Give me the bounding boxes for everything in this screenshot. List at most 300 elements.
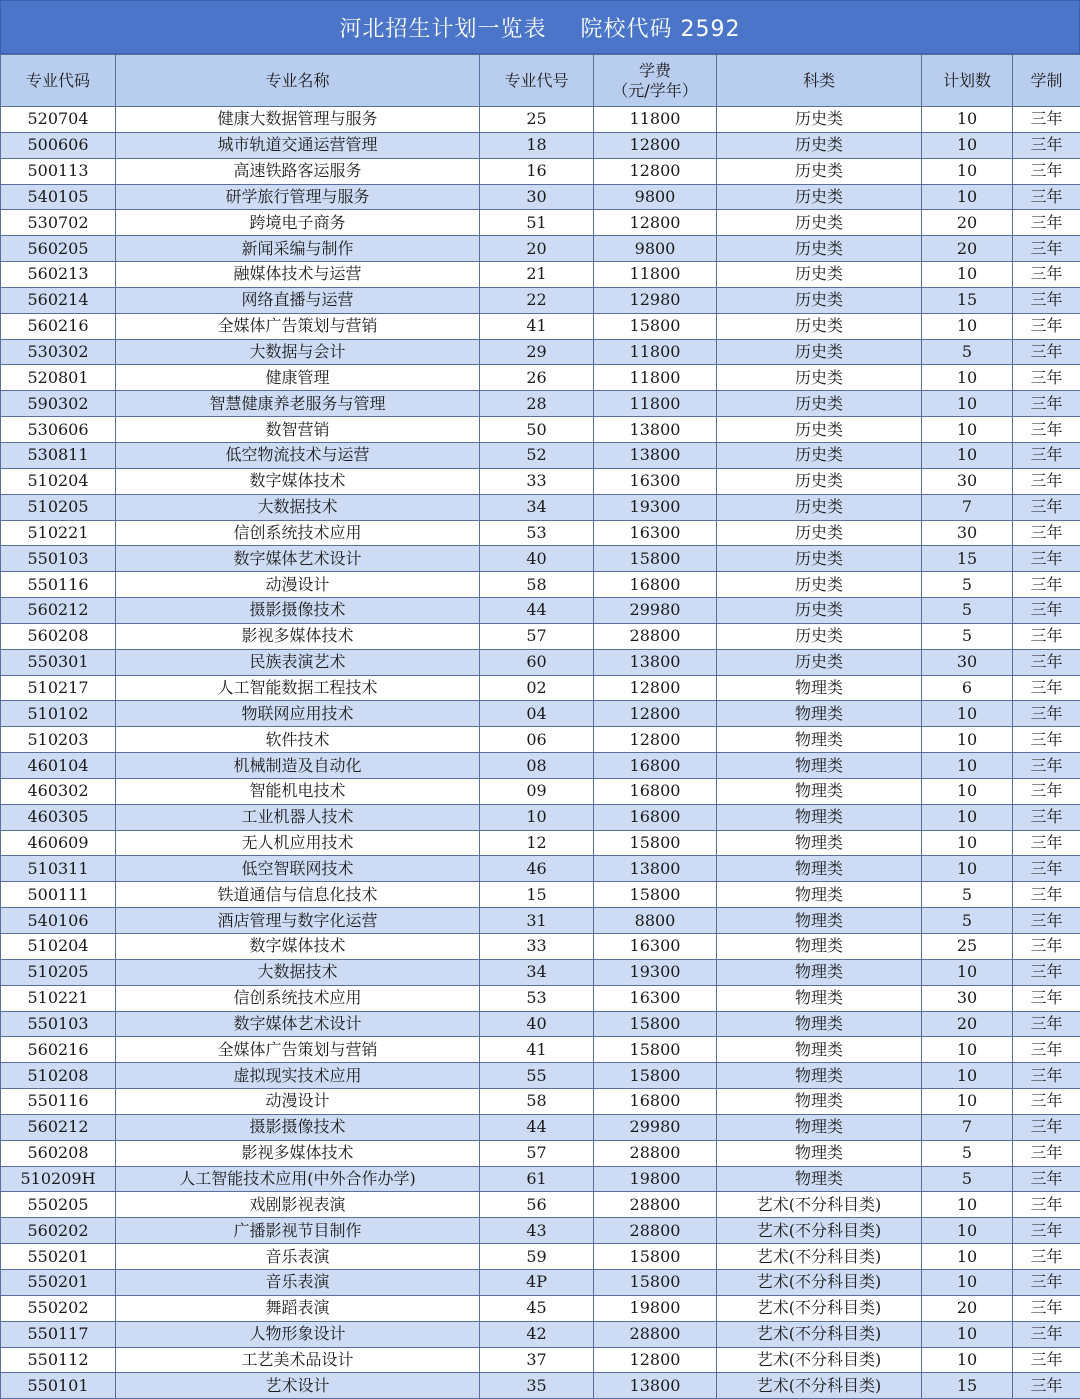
cell-major-number: 30 xyxy=(480,184,594,210)
cell-duration: 三年 xyxy=(1013,985,1080,1011)
header-category: 科类 xyxy=(717,55,922,107)
cell-major-name: 艺术设计 xyxy=(116,1373,480,1399)
cell-plan-count: 30 xyxy=(922,985,1013,1011)
cell-duration: 三年 xyxy=(1013,1011,1080,1037)
table-row xyxy=(1,623,1080,649)
cell-category: 历史类 xyxy=(717,158,922,184)
cell-major-number: 59 xyxy=(480,1244,594,1270)
cell-major-code: 510204 xyxy=(1,934,116,960)
cell-major-number: 43 xyxy=(480,1218,594,1244)
cell-major-name: 机械制造及自动化 xyxy=(116,753,480,779)
cell-major-number: 25 xyxy=(480,107,594,133)
cell-tuition: 12800 xyxy=(594,1347,717,1373)
cell-tuition: 16300 xyxy=(594,520,717,546)
cell-plan-count: 7 xyxy=(922,494,1013,520)
cell-major-code: 550202 xyxy=(1,1295,116,1321)
cell-duration: 三年 xyxy=(1013,468,1080,494)
cell-major-number: 40 xyxy=(480,1011,594,1037)
cell-plan-count: 10 xyxy=(922,701,1013,727)
cell-major-code: 560205 xyxy=(1,236,116,262)
cell-plan-count: 20 xyxy=(922,1295,1013,1321)
cell-major-number: 53 xyxy=(480,520,594,546)
cell-category: 艺术(不分科目类) xyxy=(717,1192,922,1218)
table-header xyxy=(1,55,1080,107)
cell-category: 物理类 xyxy=(717,830,922,856)
cell-major-number: 44 xyxy=(480,598,594,624)
cell-category: 物理类 xyxy=(717,959,922,985)
cell-major-code: 510221 xyxy=(1,520,116,546)
cell-major-number: 60 xyxy=(480,649,594,675)
cell-category: 历史类 xyxy=(717,287,922,313)
cell-duration: 三年 xyxy=(1013,132,1080,158)
table-row xyxy=(1,1114,1080,1140)
cell-plan-count: 10 xyxy=(922,365,1013,391)
table-row xyxy=(1,572,1080,598)
table-row xyxy=(1,494,1080,520)
cell-category: 历史类 xyxy=(717,417,922,443)
cell-plan-count: 20 xyxy=(922,236,1013,262)
cell-tuition: 15800 xyxy=(594,882,717,908)
cell-plan-count: 10 xyxy=(922,391,1013,417)
cell-major-name: 低空物流技术与运营 xyxy=(116,442,480,468)
cell-tuition: 28800 xyxy=(594,1192,717,1218)
cell-tuition: 16800 xyxy=(594,753,717,779)
cell-major-number: 34 xyxy=(480,494,594,520)
cell-major-code: 550103 xyxy=(1,546,116,572)
cell-duration: 三年 xyxy=(1013,882,1080,908)
cell-category: 历史类 xyxy=(717,132,922,158)
table-row xyxy=(1,132,1080,158)
cell-major-number: 21 xyxy=(480,262,594,288)
cell-major-number: 28 xyxy=(480,391,594,417)
header-duration: 学制 xyxy=(1013,55,1080,107)
cell-plan-count: 5 xyxy=(922,623,1013,649)
cell-major-name: 数字媒体技术 xyxy=(116,468,480,494)
cell-major-name: 大数据技术 xyxy=(116,959,480,985)
cell-tuition: 28800 xyxy=(594,1140,717,1166)
cell-tuition: 11800 xyxy=(594,107,717,133)
cell-major-number: 42 xyxy=(480,1321,594,1347)
cell-major-number: 55 xyxy=(480,1063,594,1089)
cell-category: 物理类 xyxy=(717,908,922,934)
cell-plan-count: 10 xyxy=(922,158,1013,184)
cell-major-number: 31 xyxy=(480,908,594,934)
cell-duration: 三年 xyxy=(1013,1192,1080,1218)
cell-tuition: 11800 xyxy=(594,391,717,417)
cell-plan-count: 10 xyxy=(922,417,1013,443)
cell-major-name: 工艺美术品设计 xyxy=(116,1347,480,1373)
cell-duration: 三年 xyxy=(1013,210,1080,236)
cell-category: 历史类 xyxy=(717,236,922,262)
cell-major-code: 560216 xyxy=(1,313,116,339)
cell-duration: 三年 xyxy=(1013,1373,1080,1399)
table-row xyxy=(1,675,1080,701)
table-row xyxy=(1,468,1080,494)
cell-category: 历史类 xyxy=(717,210,922,236)
cell-major-code: 560208 xyxy=(1,1140,116,1166)
cell-major-code: 560216 xyxy=(1,1037,116,1063)
table-row xyxy=(1,1140,1080,1166)
cell-duration: 三年 xyxy=(1013,572,1080,598)
cell-plan-count: 10 xyxy=(922,1089,1013,1115)
cell-tuition: 16800 xyxy=(594,804,717,830)
cell-major-code: 540106 xyxy=(1,908,116,934)
cell-category: 历史类 xyxy=(717,546,922,572)
cell-category: 艺术(不分科目类) xyxy=(717,1218,922,1244)
table-row xyxy=(1,1347,1080,1373)
cell-major-name: 低空智联网技术 xyxy=(116,856,480,882)
cell-duration: 三年 xyxy=(1013,1218,1080,1244)
cell-plan-count: 15 xyxy=(922,287,1013,313)
cell-major-code: 500606 xyxy=(1,132,116,158)
cell-duration: 三年 xyxy=(1013,1244,1080,1270)
cell-duration: 三年 xyxy=(1013,959,1080,985)
cell-major-number: 06 xyxy=(480,727,594,753)
cell-major-number: 18 xyxy=(480,132,594,158)
cell-category: 物理类 xyxy=(717,675,922,701)
table-row xyxy=(1,1166,1080,1192)
cell-plan-count: 10 xyxy=(922,184,1013,210)
cell-major-name: 信创系统技术应用 xyxy=(116,985,480,1011)
cell-duration: 三年 xyxy=(1013,107,1080,133)
cell-major-name: 高速铁路客运服务 xyxy=(116,158,480,184)
cell-tuition: 13800 xyxy=(594,1373,717,1399)
cell-major-code: 460609 xyxy=(1,830,116,856)
cell-major-name: 动漫设计 xyxy=(116,1089,480,1115)
cell-plan-count: 5 xyxy=(922,598,1013,624)
cell-category: 艺术(不分科目类) xyxy=(717,1321,922,1347)
cell-major-number: 45 xyxy=(480,1295,594,1321)
cell-plan-count: 15 xyxy=(922,546,1013,572)
table-row xyxy=(1,804,1080,830)
cell-major-code: 510102 xyxy=(1,701,116,727)
cell-major-code: 500111 xyxy=(1,882,116,908)
cell-tuition: 12800 xyxy=(594,727,717,753)
cell-tuition: 19800 xyxy=(594,1166,717,1192)
cell-major-number: 26 xyxy=(480,365,594,391)
cell-category: 物理类 xyxy=(717,1011,922,1037)
cell-duration: 三年 xyxy=(1013,598,1080,624)
cell-major-name: 音乐表演 xyxy=(116,1269,480,1295)
cell-tuition: 29980 xyxy=(594,598,717,624)
cell-major-name: 网络直播与运营 xyxy=(116,287,480,313)
cell-major-number: 58 xyxy=(480,1089,594,1115)
table-row xyxy=(1,313,1080,339)
cell-category: 历史类 xyxy=(717,494,922,520)
cell-plan-count: 5 xyxy=(922,572,1013,598)
cell-tuition: 16300 xyxy=(594,985,717,1011)
cell-duration: 三年 xyxy=(1013,830,1080,856)
cell-major-number: 58 xyxy=(480,572,594,598)
table-body xyxy=(1,107,1080,1399)
cell-category: 艺术(不分科目类) xyxy=(717,1295,922,1321)
table-row xyxy=(1,649,1080,675)
cell-duration: 三年 xyxy=(1013,727,1080,753)
cell-duration: 三年 xyxy=(1013,262,1080,288)
table-row xyxy=(1,546,1080,572)
cell-category: 历史类 xyxy=(717,649,922,675)
cell-major-code: 510221 xyxy=(1,985,116,1011)
table-row xyxy=(1,1321,1080,1347)
cell-major-code: 550201 xyxy=(1,1269,116,1295)
cell-major-code: 560212 xyxy=(1,598,116,624)
cell-plan-count: 30 xyxy=(922,649,1013,675)
table-row xyxy=(1,985,1080,1011)
cell-major-number: 61 xyxy=(480,1166,594,1192)
cell-category: 物理类 xyxy=(717,727,922,753)
table-title-main: 河北招生计划一览表 xyxy=(340,12,547,43)
cell-major-code: 510205 xyxy=(1,494,116,520)
header-major-code: 专业代码 xyxy=(1,55,116,107)
cell-major-name: 音乐表演 xyxy=(116,1244,480,1270)
cell-major-name: 人工智能数据工程技术 xyxy=(116,675,480,701)
cell-tuition: 19300 xyxy=(594,494,717,520)
cell-category: 历史类 xyxy=(717,339,922,365)
cell-plan-count: 10 xyxy=(922,1218,1013,1244)
cell-duration: 三年 xyxy=(1013,1295,1080,1321)
cell-plan-count: 10 xyxy=(922,856,1013,882)
cell-category: 艺术(不分科目类) xyxy=(717,1244,922,1270)
cell-plan-count: 10 xyxy=(922,1192,1013,1218)
cell-major-code: 550103 xyxy=(1,1011,116,1037)
cell-major-code: 560208 xyxy=(1,623,116,649)
cell-plan-count: 15 xyxy=(922,1373,1013,1399)
cell-major-number: 34 xyxy=(480,959,594,985)
cell-major-name: 软件技术 xyxy=(116,727,480,753)
cell-tuition: 15800 xyxy=(594,313,717,339)
cell-major-number: 22 xyxy=(480,287,594,313)
cell-duration: 三年 xyxy=(1013,365,1080,391)
cell-duration: 三年 xyxy=(1013,1321,1080,1347)
cell-category: 艺术(不分科目类) xyxy=(717,1373,922,1399)
cell-duration: 三年 xyxy=(1013,287,1080,313)
cell-plan-count: 10 xyxy=(922,778,1013,804)
cell-plan-count: 10 xyxy=(922,107,1013,133)
cell-plan-count: 20 xyxy=(922,1011,1013,1037)
header-plan-count: 计划数 xyxy=(922,55,1013,107)
cell-tuition: 11800 xyxy=(594,262,717,288)
cell-major-number: 51 xyxy=(480,210,594,236)
cell-major-code: 460104 xyxy=(1,753,116,779)
cell-duration: 三年 xyxy=(1013,1347,1080,1373)
table-row xyxy=(1,210,1080,236)
cell-duration: 三年 xyxy=(1013,908,1080,934)
cell-major-name: 戏剧影视表演 xyxy=(116,1192,480,1218)
cell-duration: 三年 xyxy=(1013,158,1080,184)
cell-duration: 三年 xyxy=(1013,313,1080,339)
cell-major-number: 57 xyxy=(480,623,594,649)
cell-tuition: 16300 xyxy=(594,468,717,494)
cell-tuition: 16800 xyxy=(594,778,717,804)
table-row xyxy=(1,1063,1080,1089)
cell-major-code: 550301 xyxy=(1,649,116,675)
cell-tuition: 11800 xyxy=(594,339,717,365)
cell-category: 历史类 xyxy=(717,184,922,210)
cell-plan-count: 20 xyxy=(922,210,1013,236)
cell-tuition: 15800 xyxy=(594,1011,717,1037)
cell-plan-count: 6 xyxy=(922,675,1013,701)
cell-major-name: 摄影摄像技术 xyxy=(116,1114,480,1140)
table-row xyxy=(1,339,1080,365)
table-row xyxy=(1,1373,1080,1399)
cell-major-name: 数字媒体艺术设计 xyxy=(116,1011,480,1037)
cell-plan-count: 10 xyxy=(922,830,1013,856)
cell-category: 历史类 xyxy=(717,598,922,624)
cell-tuition: 28800 xyxy=(594,623,717,649)
cell-plan-count: 10 xyxy=(922,1321,1013,1347)
cell-duration: 三年 xyxy=(1013,494,1080,520)
table-row xyxy=(1,107,1080,133)
cell-plan-count: 30 xyxy=(922,468,1013,494)
cell-major-name: 大数据技术 xyxy=(116,494,480,520)
table-row xyxy=(1,417,1080,443)
cell-major-name: 影视多媒体技术 xyxy=(116,623,480,649)
cell-duration: 三年 xyxy=(1013,675,1080,701)
cell-plan-count: 10 xyxy=(922,1063,1013,1089)
cell-duration: 三年 xyxy=(1013,236,1080,262)
cell-major-name: 研学旅行管理与服务 xyxy=(116,184,480,210)
cell-major-name: 跨境电子商务 xyxy=(116,210,480,236)
table-title xyxy=(0,0,1080,54)
table-row xyxy=(1,701,1080,727)
cell-plan-count: 10 xyxy=(922,753,1013,779)
cell-tuition: 13800 xyxy=(594,649,717,675)
cell-major-code: 500113 xyxy=(1,158,116,184)
cell-category: 历史类 xyxy=(717,313,922,339)
cell-major-code: 550201 xyxy=(1,1244,116,1270)
cell-major-number: 52 xyxy=(480,442,594,468)
cell-major-name: 数字媒体艺术设计 xyxy=(116,546,480,572)
cell-duration: 三年 xyxy=(1013,184,1080,210)
cell-tuition: 12800 xyxy=(594,132,717,158)
header-major-name: 专业名称 xyxy=(116,55,480,107)
cell-major-code: 550117 xyxy=(1,1321,116,1347)
table-row xyxy=(1,1295,1080,1321)
cell-major-number: 56 xyxy=(480,1192,594,1218)
cell-plan-count: 5 xyxy=(922,1140,1013,1166)
cell-major-code: 530702 xyxy=(1,210,116,236)
cell-duration: 三年 xyxy=(1013,623,1080,649)
cell-major-name: 智慧健康养老服务与管理 xyxy=(116,391,480,417)
cell-major-code: 590302 xyxy=(1,391,116,417)
cell-major-code: 510311 xyxy=(1,856,116,882)
cell-category: 物理类 xyxy=(717,934,922,960)
cell-duration: 三年 xyxy=(1013,1140,1080,1166)
cell-major-code: 550116 xyxy=(1,572,116,598)
table-row xyxy=(1,1037,1080,1063)
cell-category: 历史类 xyxy=(717,442,922,468)
cell-category: 历史类 xyxy=(717,107,922,133)
cell-category: 物理类 xyxy=(717,882,922,908)
cell-plan-count: 10 xyxy=(922,442,1013,468)
cell-major-name: 数字媒体技术 xyxy=(116,934,480,960)
cell-major-name: 人工智能技术应用(中外合作办学) xyxy=(116,1166,480,1192)
cell-major-number: 33 xyxy=(480,468,594,494)
table-row xyxy=(1,934,1080,960)
cell-major-name: 融媒体技术与运营 xyxy=(116,262,480,288)
cell-major-number: 09 xyxy=(480,778,594,804)
cell-plan-count: 30 xyxy=(922,520,1013,546)
table-row xyxy=(1,158,1080,184)
cell-category: 物理类 xyxy=(717,1140,922,1166)
cell-category: 历史类 xyxy=(717,262,922,288)
cell-major-name: 人物形象设计 xyxy=(116,1321,480,1347)
table-row xyxy=(1,520,1080,546)
cell-duration: 三年 xyxy=(1013,1114,1080,1140)
cell-plan-count: 10 xyxy=(922,959,1013,985)
cell-major-code: 560212 xyxy=(1,1114,116,1140)
cell-major-code: 550116 xyxy=(1,1089,116,1115)
table-row xyxy=(1,262,1080,288)
table-row xyxy=(1,236,1080,262)
cell-major-name: 健康大数据管理与服务 xyxy=(116,107,480,133)
cell-duration: 三年 xyxy=(1013,753,1080,779)
cell-major-number: 53 xyxy=(480,985,594,1011)
cell-category: 物理类 xyxy=(717,1114,922,1140)
cell-tuition: 11800 xyxy=(594,365,717,391)
cell-major-name: 智能机电技术 xyxy=(116,778,480,804)
cell-major-number: 35 xyxy=(480,1373,594,1399)
cell-major-number: 12 xyxy=(480,830,594,856)
table-row xyxy=(1,1192,1080,1218)
cell-plan-count: 5 xyxy=(922,908,1013,934)
cell-duration: 三年 xyxy=(1013,442,1080,468)
cell-major-number: 37 xyxy=(480,1347,594,1373)
cell-tuition: 28800 xyxy=(594,1218,717,1244)
school-code: 院校代码 2592 xyxy=(581,12,741,43)
table-row xyxy=(1,908,1080,934)
cell-duration: 三年 xyxy=(1013,1037,1080,1063)
cell-major-code: 510208 xyxy=(1,1063,116,1089)
cell-tuition: 15800 xyxy=(594,1063,717,1089)
cell-tuition: 12800 xyxy=(594,210,717,236)
cell-category: 艺术(不分科目类) xyxy=(717,1269,922,1295)
table-row xyxy=(1,856,1080,882)
table-row xyxy=(1,727,1080,753)
cell-plan-count: 5 xyxy=(922,339,1013,365)
cell-duration: 三年 xyxy=(1013,649,1080,675)
cell-major-name: 工业机器人技术 xyxy=(116,804,480,830)
cell-category: 物理类 xyxy=(717,804,922,830)
cell-major-number: 57 xyxy=(480,1140,594,1166)
cell-tuition: 19300 xyxy=(594,959,717,985)
cell-tuition: 8800 xyxy=(594,908,717,934)
cell-tuition: 12800 xyxy=(594,158,717,184)
cell-plan-count: 5 xyxy=(922,1166,1013,1192)
enrollment-plan-table xyxy=(0,54,1080,1399)
cell-plan-count: 25 xyxy=(922,934,1013,960)
cell-major-number: 50 xyxy=(480,417,594,443)
cell-major-number: 33 xyxy=(480,934,594,960)
cell-category: 历史类 xyxy=(717,468,922,494)
cell-major-name: 虚拟现实技术应用 xyxy=(116,1063,480,1089)
header-tuition xyxy=(594,55,717,107)
cell-tuition: 16800 xyxy=(594,572,717,598)
cell-tuition: 12800 xyxy=(594,675,717,701)
cell-major-name: 数智营销 xyxy=(116,417,480,443)
cell-plan-count: 10 xyxy=(922,1037,1013,1063)
cell-plan-count: 10 xyxy=(922,804,1013,830)
cell-major-code: 510217 xyxy=(1,675,116,701)
table-row xyxy=(1,442,1080,468)
cell-tuition: 19800 xyxy=(594,1295,717,1321)
cell-major-name: 动漫设计 xyxy=(116,572,480,598)
table-row xyxy=(1,830,1080,856)
table-row xyxy=(1,1011,1080,1037)
header-tuition-line2: （元/学年） xyxy=(594,81,716,101)
cell-plan-count: 10 xyxy=(922,1269,1013,1295)
cell-major-code: 510203 xyxy=(1,727,116,753)
